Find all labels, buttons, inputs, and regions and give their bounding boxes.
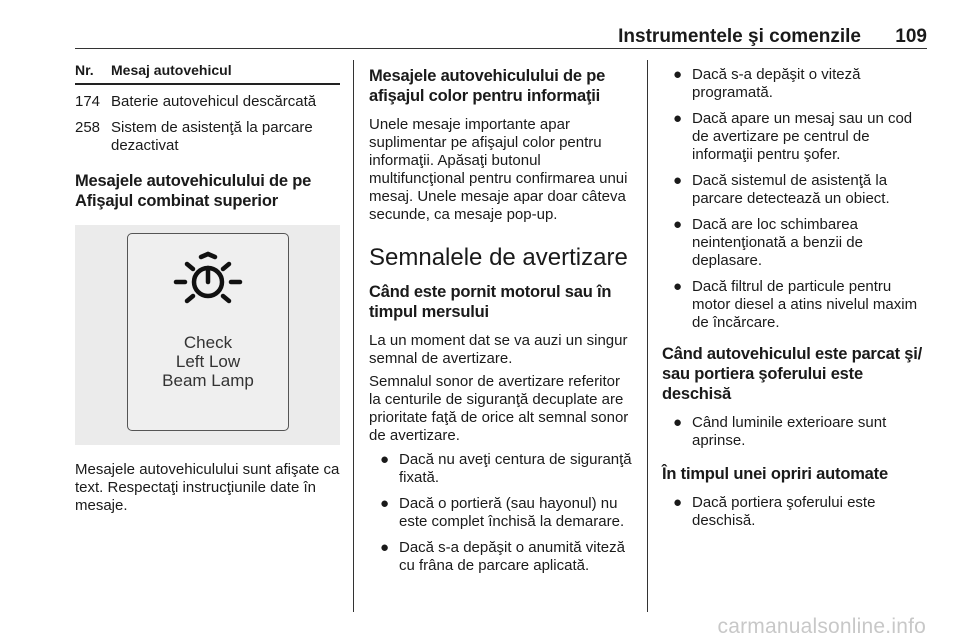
page-number: 109 [895, 26, 927, 47]
display-line: Beam Lamp [162, 371, 254, 390]
bullet-icon: ● [673, 172, 683, 189]
table-cell-nr: 258 [75, 119, 101, 136]
warning-display-image [75, 225, 340, 445]
display-line: Check [183, 333, 233, 352]
paragraph: Unele mesaje importante apar suplimentar pe afişajul color pentru informaţii. Apăsaţi butonul multifuncţional pentru confirmarea unui mesaj. Unele mesaje apar doar câteva secunde, ca mesaje pop-up. [369, 116, 628, 223]
bullet-icon: ● [380, 539, 390, 556]
table-cell-message: Baterie autovehicul descărcată [111, 93, 317, 110]
subsection-heading: Când autovehiculul este parcat şi/ sau portiera şoferului este deschisă [662, 345, 923, 403]
low-beam-bulb-icon [172, 250, 244, 314]
table-col-nr: Nr. [75, 62, 94, 78]
bullet-list [662, 414, 932, 450]
table-col-message: Mesaj autovehicul [111, 62, 232, 78]
list-item-text: Dacă portiera şoferului este deschisă. [692, 494, 876, 529]
list-item [662, 414, 932, 450]
subsection-heading: În timpul unei opriri automate [662, 465, 888, 483]
table-header [75, 62, 340, 85]
paragraph: La un moment dat se va auzi un singur semnal de avertizare. [369, 332, 628, 367]
list-item [369, 451, 635, 487]
column-1 [75, 62, 340, 515]
display-line: Left Low [175, 352, 241, 371]
subsection-heading: Când este pornit motorul sau în timpul mersului [369, 283, 612, 321]
list-item-text: Când luminile exterioare sunt aprinse. [692, 414, 887, 449]
bullet-icon: ● [673, 278, 683, 295]
table-body [75, 93, 340, 155]
list-item [662, 66, 932, 102]
bullet-icon: ● [673, 414, 683, 431]
section-heading: Mesajele autovehiculului de pe Afişajul combinat superior [75, 172, 312, 210]
header-title: Instrumentele şi comenzile [618, 26, 861, 47]
list-item [662, 172, 932, 208]
table-row [75, 119, 340, 155]
list-item [662, 216, 932, 270]
watermark: carmanualsonline.info [717, 615, 926, 638]
paragraph: Semnalul sonor de avertizare referitor la centurile de siguranţă decuplate are prioritate faţă de orice alt semnal sonor de avertizare. [369, 373, 629, 444]
display-panel [127, 233, 289, 431]
bullet-icon: ● [380, 451, 390, 468]
table-cell-nr: 174 [75, 93, 101, 110]
list-item-text: Dacă are loc schimbarea neintenţionată a benzii de deplasare. [692, 216, 863, 269]
bullet-icon: ● [673, 494, 683, 511]
list-item [369, 539, 635, 575]
list-item [662, 494, 932, 530]
list-item [369, 495, 635, 531]
list-item-text: Dacă nu aveţi centura de siguranţă fixată. [399, 451, 632, 486]
bullet-icon: ● [380, 495, 390, 512]
table-cell-message: Sistem de asistenţă la parcare dezactivat [111, 119, 313, 154]
bullet-icon: ● [673, 110, 683, 127]
list-item-text: Dacă sistemul de asistenţă la parcare detectează un obiect. [692, 172, 890, 207]
list-item-text: Dacă apare un mesaj sau un cod de avertizare pe centrul de informaţii pentru şofer. [692, 110, 913, 163]
bullet-icon: ● [673, 66, 683, 83]
list-item [662, 110, 932, 164]
paragraph: Mesajele autovehiculului sunt afişate ca text. Respectaţi instrucţiunile date în mesaje. [75, 461, 340, 514]
table-row [75, 93, 340, 111]
bullet-list [369, 451, 635, 575]
column-2 [369, 62, 635, 575]
list-item-text: Dacă filtrul de particule pentru motor diesel a atins nivelul maxim de încărcare. [692, 278, 918, 331]
bullet-list [662, 66, 932, 332]
list-item [662, 278, 932, 332]
column-divider [647, 60, 648, 612]
chapter-heading: Semnalele de avertizare [369, 244, 628, 271]
list-item-text: Dacă s-a depăşit o anumită viteză cu frâna de parcare aplicată. [399, 539, 625, 574]
page-header [75, 26, 927, 49]
list-item-text: Dacă s-a depăşit o viteză programată. [692, 66, 861, 101]
section-heading: Mesajele autovehiculului de pe afişajul color pentru informaţii [369, 67, 606, 105]
bullet-icon: ● [673, 216, 683, 233]
column-divider [353, 60, 354, 612]
column-3 [662, 62, 932, 530]
display-message [128, 333, 288, 390]
list-item-text: Dacă o portieră (sau hayonul) nu este complet închisă la demarare. [399, 495, 625, 530]
bullet-list [662, 494, 932, 530]
